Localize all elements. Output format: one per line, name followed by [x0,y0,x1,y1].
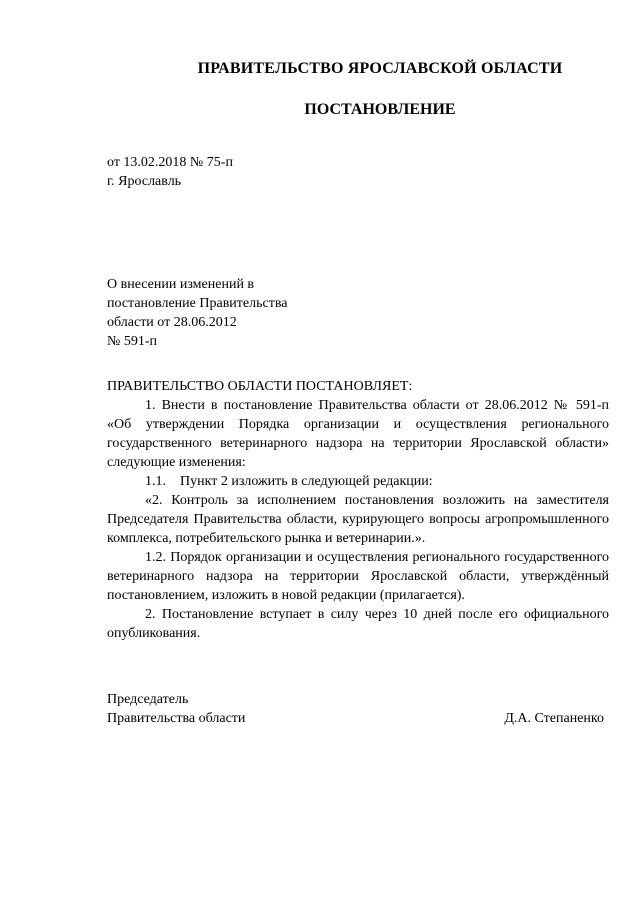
signature-row [107,709,604,728]
paragraph-2: 2. Постановление вступает в силу через 10 дней после его официального опубликования. [107,607,609,641]
signatory-name: Д.А. Степаненко [504,711,604,726]
subject-line: области от 28.06.2012 [107,315,237,330]
city: г. Ярославль [107,174,182,189]
paragraph-1-2: 1.2. Порядок организации и осуществления регионального государственного ветеринарного надзора на территории Ярославской области, утверждённый постановлением, изложить в новой редакции (прилагается). [107,550,609,603]
subject-line: № 591-п [107,334,158,349]
signatory-title-line: Председатель [107,692,189,707]
subject-line: постановление Правительства [107,296,288,311]
paragraph-1: 1. Внести в постановление Правительства области от 28.06.2012 № 591-п «Об утверждении Порядка организации и осуществления регионального государственного ветеринарного надзора на территории Ярославской области» следующие изменения: [107,398,609,470]
signature-block [107,690,604,728]
organization-title: ПРАВИТЕЛЬСТВО ЯРОСЛАВСКОЙ ОБЛАСТИ [197,60,563,77]
paragraph-1-1: 1.1. Пункт 2 изложить в следующей редакции: [145,474,433,489]
document-type-title: ПОСТАНОВЛЕНИЕ [304,101,456,118]
signatory-title-line: Правительства области [107,711,246,726]
document-meta [107,153,233,191]
paragraph-1-1-quote: «2. Контроль за исполнением постановления возложить на заместителя Председателя Правительства области, курирующего вопросы агропромышленного комплекса, потребительского рынка и ветеринарии.». [107,493,609,546]
preamble: ПРАВИТЕЛЬСТВО ОБЛАСТИ ПОСТАНОВЛЯЕТ: [107,379,413,394]
date-and-number: от 13.02.2018 № 75-п [107,155,233,170]
subject-line: О внесении изменений в [107,277,255,292]
document-subject [107,275,287,351]
document-body [107,377,609,643]
